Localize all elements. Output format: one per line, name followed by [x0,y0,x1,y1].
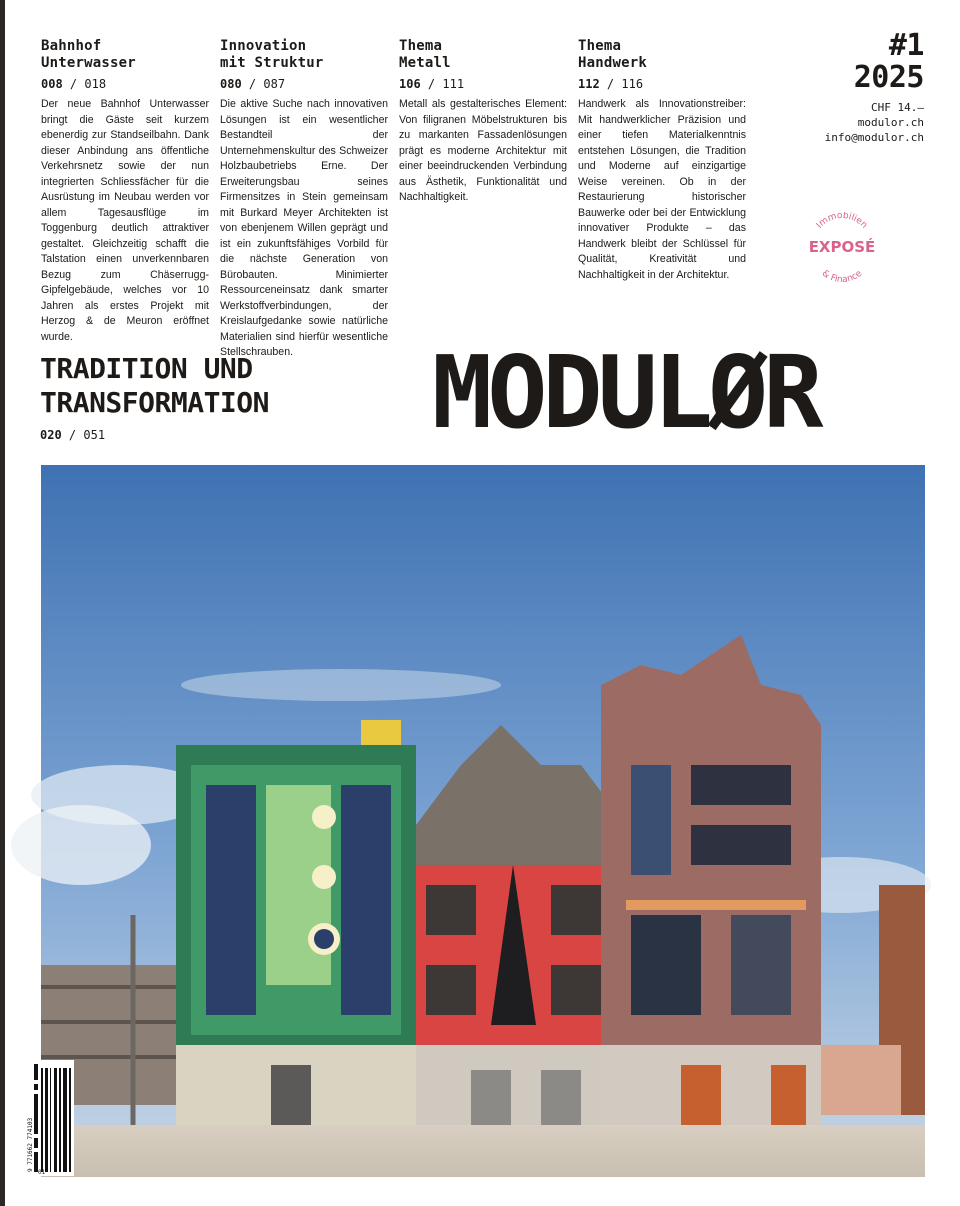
barcode [27,1060,74,1176]
teaser-text: Metall als gestalterisches Element: Von filigranen Möbelstrukturen bis zu markanten Fassadenlösungen prägt es moderne Architektur mit einer beeindruckenden Verbindung aus Ästhetik, Funktionalität und Nachhaltigkeit. [399,98,567,203]
stamp-top-text: Immobilien [814,212,870,231]
article-teaser-innovation[interactable] [220,38,388,361]
page-end: 018 [84,77,107,91]
teaser-title-line: Metall [399,55,451,71]
page-end: 111 [442,77,465,91]
teaser-title [41,38,209,72]
issue-number: #1 [888,28,924,63]
page-start: 106 [399,77,421,91]
stamp-main-text: EXPOSÉ [808,238,876,256]
barcode-number: 9 771662 774103 [27,1117,34,1172]
page-start: 020 [40,428,62,442]
page-end: 116 [621,77,644,91]
issue-info [825,30,924,145]
teaser-pages: 080 / 087 [220,77,286,91]
page-start: 008 [41,77,63,91]
expose-stamp-graphic [800,212,884,282]
teaser-text: Die aktive Suche nach innovativen Lösungen ist ein wesentlicher Bestandteil der Unternehmenskultur des Schweizer Holzbaubetriebs Erne. Der Erweiterungsbau seines Firmensitzes in Stein gemeinsam mit Burkard Meyer Architekten ist von ebenjenem Willen geprägt und ist ein zukunftsfähiges Vorbild für die nächste Generation von Bürobauten. Minimierter Ressourceneinsatz dank smarter Werkstoffverbindungen, der Kreislaufgedanke sowie natürliche Materialien sind hierfür wesentliche Stellschrauben. [220,98,388,358]
cover-headline[interactable] [40,352,269,442]
teaser-title-line: Thema [578,38,622,54]
teaser-title-line: Unterwasser [41,55,136,71]
barcode-addon: 01 [38,1169,46,1176]
masthead-logo: MODULØR [432,334,819,451]
expose-stamp [800,212,884,282]
teaser-pages: 106 / 111 [399,77,465,91]
article-teaser-handwerk[interactable] [578,38,746,283]
headline-line: TRANSFORMATION [40,386,270,419]
headline-line: TRADITION UND [40,352,253,385]
website-link[interactable]: modulor.ch [857,116,924,129]
email-link[interactable]: info@modulor.ch [824,131,924,144]
teaser-text: Handwerk als Innovationstreiber: Mit handwerklicher Präzision und einer tiefen Materialkenntnis entstehen Lösungen, die Tradition und Moderne auf einzigartige Weise vereinen. Ob in der Restaurierung historischer Bauwerke oder bei der Entwicklung innovativer Produkte – das Handwerk bleibt der Schlüssel für Qualität, Kreativität und Nachhaltigkeit in der Architektur. [578,98,746,281]
issue-meta [825,100,924,145]
headline-title [40,352,269,420]
teaser-title [578,38,746,72]
teaser-title-line: Handwerk [578,55,648,71]
teaser-title-line: Thema [399,38,443,54]
teaser-text: Der neue Bahnhof Unterwasser bringt die Gäste seit kurzem ebenerdig zur Standseilbahn. Dank dieser Anbindung ans öffentliche Verkehrsnetz sowie der nun integrierten Schliessfächer für die Ausrüstung im Neubau werden vor allem Tagesausflüge im Toggenburg deutlich attraktiver gestaltet. Gleichzeitig schafft die Talstation einen unverkennbaren Bezug zum Chäserrugg-Gipfelgebäude, welches vor 10 Jahren als erstes Projekt mit Herzog & de Meuron eröffnet wurde. [41,98,209,343]
teaser-pages: 112 / 116 [578,77,644,91]
teaser-title-line: Bahnhof [41,38,102,54]
page-start: 080 [220,77,242,91]
article-teaser-bahnhof[interactable] [41,38,209,345]
teaser-title-line: mit Struktur [220,55,324,71]
issue-year: 2025 [853,60,924,95]
teaser-title [220,38,388,72]
cover-photo [41,465,925,1177]
page-start: 112 [578,77,600,91]
headline-pages: 020 / 051 [40,428,106,442]
issue-price: CHF 14.– [871,101,924,114]
teaser-title [399,38,567,72]
page-end: 087 [263,77,286,91]
cover-photo-illustration [41,465,925,1177]
barcode-graphic [27,1060,74,1176]
page-edge [0,0,5,1206]
stamp-bottom-text: & Finance [819,268,865,282]
page-end: 051 [83,428,106,442]
teaser-title-line: Innovation [220,38,307,54]
teaser-pages: 008 / 018 [41,77,107,91]
article-teaser-metall[interactable] [399,38,567,206]
